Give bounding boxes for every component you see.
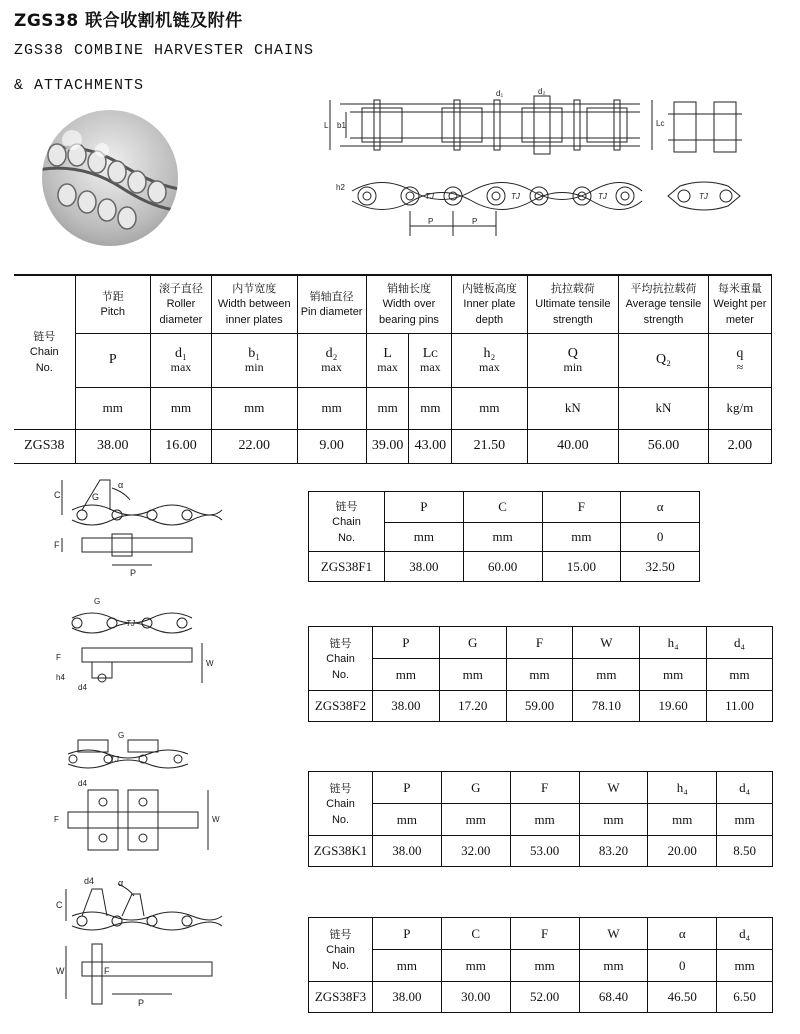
unit-cell: mm: [640, 659, 707, 691]
page-title-en-line1: ZGS38 COMBINE HARVESTER CHAINS: [14, 42, 315, 59]
f3-attachment-drawing: [52, 874, 272, 1014]
label-L: L: [324, 121, 329, 130]
chain-photo-illustration: [42, 110, 178, 246]
chain-no-cell: ZGS38F3: [309, 982, 373, 1013]
unit-cell: 0: [648, 950, 717, 982]
unit-cell: mm: [717, 950, 773, 982]
col-header: F: [510, 918, 579, 950]
f1-label-G: G: [92, 492, 100, 502]
main-spec-table: [14, 274, 772, 464]
chain-no-cell: ZGS38F2: [309, 691, 373, 722]
f2-label-h4: h4: [56, 673, 65, 682]
f1-label-P: P: [130, 568, 137, 578]
value-cell: 6.50: [717, 982, 773, 1013]
f3-label-W: W: [56, 966, 65, 976]
page-title-en-line2: & ATTACHMENTS: [14, 77, 145, 94]
page-title-cn: ZGS38 联合收割机链及附件: [14, 11, 243, 31]
f2-label-F: F: [56, 653, 61, 662]
value-cell: 16.00: [150, 429, 211, 463]
unit-cell: mm: [150, 387, 211, 429]
value-cell: 32.00: [441, 836, 510, 867]
col-header: F: [506, 627, 573, 659]
value-cell: 43.00: [409, 429, 452, 463]
symbol-cell: b₁ min: [211, 333, 297, 387]
k1-label-tj: TJ: [110, 755, 119, 764]
value-cell: 38.00: [373, 691, 440, 722]
table-row: [309, 836, 773, 867]
symbol-cell: Lᴄ max: [409, 333, 452, 387]
col-header: F: [542, 492, 621, 523]
header-inner-plate-depth: 内链板高度 Inner plate depth: [452, 275, 527, 333]
header-average-tensile: 平均抗拉载荷 Average tensile strength: [619, 275, 709, 333]
symbol-cell: Q min: [527, 333, 619, 387]
label-h2: h2: [336, 183, 345, 192]
symbol-cell: h₂ max: [452, 333, 527, 387]
value-cell: 15.00: [542, 552, 621, 582]
symbol-cell: q ≈: [708, 333, 771, 387]
col-header: C: [441, 918, 510, 950]
col-header: G: [439, 627, 506, 659]
value-cell: 8.50: [717, 836, 773, 867]
f1-attachment-drawing: [52, 470, 272, 582]
unit-cell: 0: [621, 523, 700, 552]
table-row: [309, 982, 773, 1013]
unit-cell: mm: [373, 950, 442, 982]
table-row: [309, 691, 773, 722]
k1-label-W: W: [212, 815, 220, 824]
value-cell: 38.00: [75, 429, 150, 463]
unit-cell: mm: [573, 659, 640, 691]
label-P-2: P: [472, 217, 478, 226]
f2-label-W: W: [206, 659, 214, 668]
chain-product-photo: [42, 110, 178, 246]
f1-label-F: F: [54, 540, 60, 550]
unit-cell: mm: [648, 804, 717, 836]
unit-cell: mm: [441, 950, 510, 982]
table-row: [14, 429, 772, 463]
k1-spec-table: [308, 771, 773, 867]
label-tj-3: TJ: [598, 192, 607, 201]
value-cell: 2.00: [708, 429, 771, 463]
f2-label-G: G: [94, 598, 101, 606]
label-tj-4: TJ: [699, 192, 708, 201]
unit-cell: mm: [409, 387, 452, 429]
value-cell: 38.00: [385, 552, 464, 582]
label-tj-2: TJ: [511, 192, 520, 201]
label-tj-1: TJ: [425, 192, 434, 201]
value-cell: 30.00: [441, 982, 510, 1013]
unit-cell: mm: [579, 804, 648, 836]
unit-cell: mm: [439, 659, 506, 691]
f3-label-alpha: α: [118, 878, 124, 888]
k1-label-d4: d4: [78, 779, 87, 788]
symbol-cell: Q₂: [619, 333, 709, 387]
symbol-cell: L max: [366, 333, 409, 387]
header-roller-diameter: 滚子直径 Roller diameter: [150, 275, 211, 333]
value-cell: 78.10: [573, 691, 640, 722]
chain-label-cell: 链号 Chain No.: [309, 772, 373, 836]
value-cell: 39.00: [366, 429, 409, 463]
value-cell: 68.40: [579, 982, 648, 1013]
chain-dimension-drawing: [322, 86, 792, 246]
unit-cell: mm: [75, 387, 150, 429]
header-inner-width: 内节宽度 Width between inner plates: [211, 275, 297, 333]
f1-spec-table: [308, 491, 700, 582]
unit-cell: mm: [373, 804, 442, 836]
unit-cell: kN: [619, 387, 709, 429]
f3-label-F: F: [104, 966, 110, 976]
f1-label-C: C: [54, 490, 61, 500]
col-header: W: [579, 918, 648, 950]
f3-label-C: C: [56, 900, 63, 910]
unit-cell: mm: [211, 387, 297, 429]
symbol-cell: d₁ max: [150, 333, 211, 387]
chain-label-cell: 链号 Chain No.: [309, 918, 373, 982]
col-header: W: [573, 627, 640, 659]
value-cell: 46.50: [648, 982, 717, 1013]
symbol-cell: d₂ max: [297, 333, 366, 387]
unit-cell: mm: [510, 950, 579, 982]
col-header: h₄: [648, 772, 717, 804]
unit-cell: mm: [441, 804, 510, 836]
header-weight-per-meter: 每米重量 Weight per meter: [708, 275, 771, 333]
value-cell: 52.00: [510, 982, 579, 1013]
col-header: d₄: [717, 772, 773, 804]
symbol-cell: P: [75, 333, 150, 387]
col-header: P: [373, 627, 440, 659]
f3-label-d4: d4: [84, 876, 95, 886]
f2-label-tj: TJ: [126, 619, 135, 628]
value-cell: 60.00: [463, 552, 542, 582]
col-header: d₄: [707, 627, 773, 659]
value-cell: 38.00: [373, 982, 442, 1013]
label-P-1: P: [428, 217, 434, 226]
unit-cell: mm: [366, 387, 409, 429]
col-header: G: [441, 772, 510, 804]
value-cell: 9.00: [297, 429, 366, 463]
value-cell: 21.50: [452, 429, 527, 463]
unit-cell: mm: [373, 659, 440, 691]
table-row: [309, 552, 700, 582]
col-header: P: [373, 772, 442, 804]
f3-spec-table: [308, 917, 773, 1013]
header-ultimate-tensile: 抗拉载荷 Ultimate tensile strength: [527, 275, 619, 333]
chain-label-cell: 链号 Chain No.: [309, 492, 385, 552]
value-cell: 17.20: [439, 691, 506, 722]
f2-label-d4: d4: [78, 683, 87, 692]
col-header: α: [648, 918, 717, 950]
unit-cell: mm: [717, 804, 773, 836]
unit-cell: mm: [297, 387, 366, 429]
value-cell: 56.00: [619, 429, 709, 463]
unit-cell: mm: [463, 523, 542, 552]
value-cell: 19.60: [640, 691, 707, 722]
chain-label-cell: 链号 Chain No.: [309, 627, 373, 691]
k1-label-F: F: [54, 815, 59, 824]
value-cell: 40.00: [527, 429, 619, 463]
header-pin-diameter: 销轴直径 Pin diameter: [297, 275, 366, 333]
value-cell: 22.00: [211, 429, 297, 463]
col-header: h₄: [640, 627, 707, 659]
chain-no-cell: ZGS38F1: [309, 552, 385, 582]
k1-attachment-drawing: [48, 730, 268, 860]
header-chain-no: 链号 Chain No.: [14, 275, 75, 429]
f3-label-P: P: [138, 998, 145, 1008]
col-header: F: [510, 772, 579, 804]
unit-cell: mm: [506, 659, 573, 691]
f1-label-alpha: α: [118, 480, 124, 490]
unit-cell: mm: [452, 387, 527, 429]
k1-label-G: G: [118, 731, 125, 740]
chain-no-cell: ZGS38: [14, 429, 75, 463]
unit-cell: mm: [385, 523, 464, 552]
header-pitch: 节距 Pitch: [75, 275, 150, 333]
value-cell: 11.00: [707, 691, 773, 722]
value-cell: 83.20: [579, 836, 648, 867]
label-d1: d₁: [496, 89, 504, 98]
value-cell: 53.00: [510, 836, 579, 867]
f2-spec-table: [308, 626, 773, 722]
label-b1: b1: [337, 121, 346, 130]
value-cell: 59.00: [506, 691, 573, 722]
value-cell: 38.00: [373, 836, 442, 867]
col-header: d₄: [717, 918, 773, 950]
value-cell: 32.50: [621, 552, 700, 582]
label-d2: d₂: [538, 87, 546, 96]
col-header: C: [463, 492, 542, 523]
col-header: α: [621, 492, 700, 523]
col-header: P: [373, 918, 442, 950]
unit-cell: mm: [707, 659, 773, 691]
unit-cell: kN: [527, 387, 619, 429]
label-Lc: Lᴄ: [656, 119, 665, 128]
value-cell: 20.00: [648, 836, 717, 867]
unit-cell: mm: [510, 804, 579, 836]
unit-cell: kg/m: [708, 387, 771, 429]
col-header: W: [579, 772, 648, 804]
unit-cell: mm: [542, 523, 621, 552]
col-header: P: [385, 492, 464, 523]
chain-no-cell: ZGS38K1: [309, 836, 373, 867]
f2-attachment-drawing: [52, 598, 272, 698]
header-pin-length: 销轴长度 Width over bearing pins: [366, 275, 452, 333]
unit-cell: mm: [579, 950, 648, 982]
